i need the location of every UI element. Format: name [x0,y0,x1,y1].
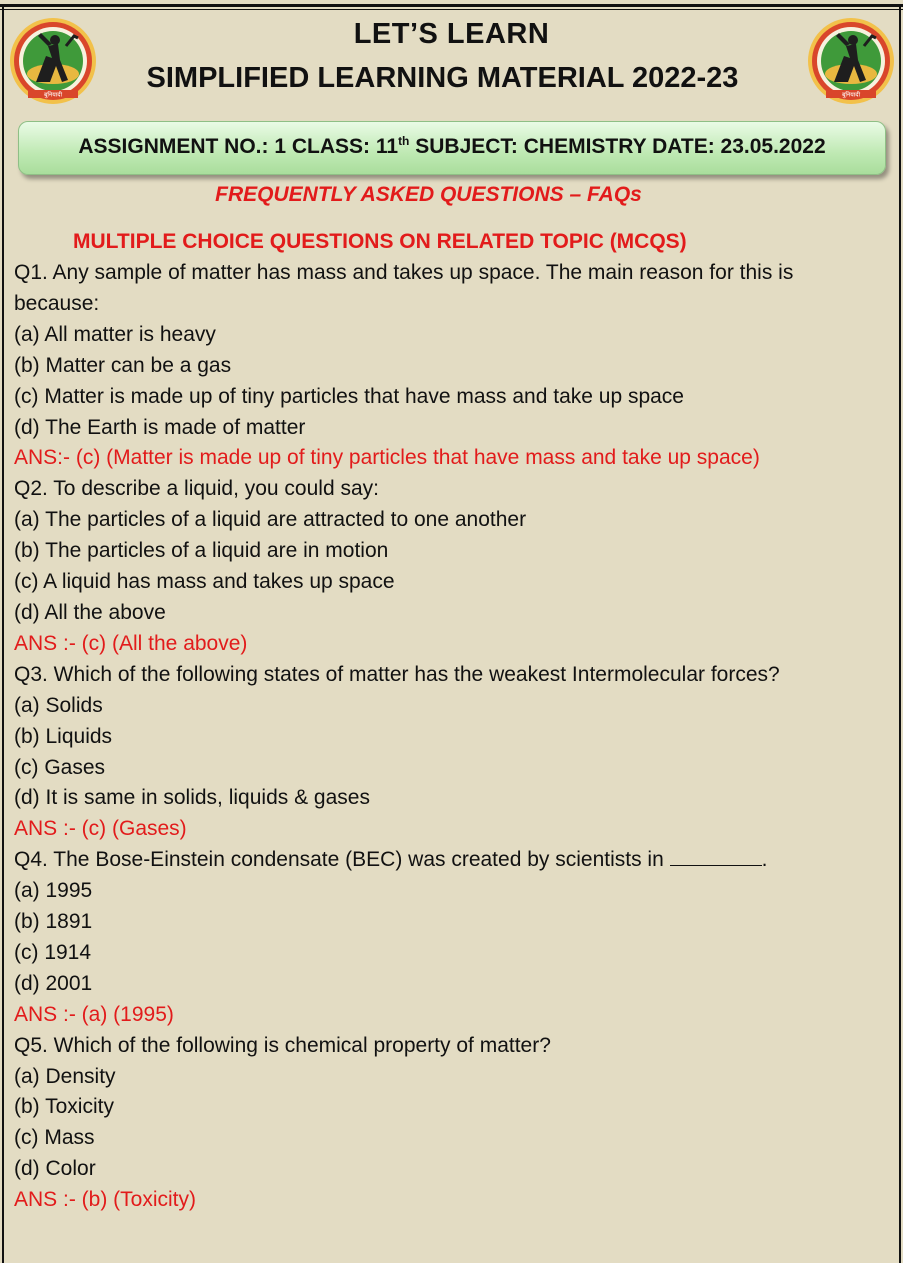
question-list [14,258,884,1216]
question-3: Q3. Which of the following states of matter has the weakest Intermolecular forces? [14,662,780,686]
faq-heading: FREQUENTLY ASKED QUESTIONS – FAQs [215,183,642,206]
q4-option-d: (d) 2001 [14,971,93,995]
q1-answer: ANS:- (c) (Matter is made up of tiny particles that have mass and take up space) [14,446,760,470]
q1-option-d: (d) The Earth is made of matter [14,415,306,439]
question-4 [14,845,884,876]
assignment-banner [18,121,886,175]
q3-option-c: (c) Gases [14,755,106,779]
q5-answer: ANS :- (b) (Toxicity) [14,1188,197,1212]
q3-option-b: (b) Liquids [14,724,113,748]
page-subtitle: SIMPLIFIED LEARNING MATERIAL 2022-23 [146,62,739,94]
q5-option-c: (c) Mass [14,1126,95,1150]
q2-option-b: (b) The particles of a liquid are in motion [14,539,389,563]
page-border-top-inner [0,9,903,10]
answer-blank [670,847,762,866]
class-suffix: th [398,134,410,148]
q1-option-b: (b) Matter can be a gas [14,353,232,377]
q4-option-c: (c) 1914 [14,940,92,964]
q3-answer: ANS :- (c) (Gases) [14,817,187,841]
assignment-rest: SUBJECT: CHEMISTRY DATE: 23.05.2022 [409,135,826,158]
q2-option-a: (a) The particles of a liquid are attracted to one another [14,508,527,532]
question-1: Q1. Any sample of matter has mass and takes up space. The main reason for this is because: [14,261,794,315]
q5-option-d: (d) Color [14,1157,96,1181]
question-4-end: . [761,848,768,872]
q1-option-a: (a) All matter is heavy [14,322,216,346]
question-4-text: Q4. The Bose-Einstein condensate (BEC) was created by scientists in [14,848,664,872]
mcq-heading: MULTIPLE CHOICE QUESTIONS ON RELATED TOPIC (MCQS) [73,230,687,253]
question-2: Q2. To describe a liquid, you could say: [14,477,379,501]
assignment-info [19,134,885,159]
logo-text-right: बुनियादी [841,91,861,99]
q2-option-d: (d) All the above [14,600,166,624]
q4-option-a: (a) 1995 [14,879,93,903]
q3-option-d: (d) It is same in solids, liquids & gases [14,786,370,810]
assignment-prefix: ASSIGNMENT NO.: 1 CLASS: 11 [78,135,399,158]
q5-option-b: (b) Toxicity [14,1095,114,1119]
q2-answer: ANS :- (c) (All the above) [14,631,248,655]
q4-answer: ANS :- (a) (1995) [14,1002,174,1026]
q4-option-b: (b) 1891 [14,910,93,934]
q2-option-c: (c) A liquid has mass and takes up space [14,570,395,594]
logo-text-left: बुनियादी [43,91,63,99]
question-5: Q5. Which of the following is chemical property of matter? [14,1033,551,1057]
q5-option-a: (a) Density [14,1064,116,1088]
q3-option-a: (a) Solids [14,693,103,717]
q1-option-c: (c) Matter is made up of tiny particles that have mass and take up space [14,384,684,408]
page-border-top [0,4,903,7]
page-border-right [899,7,901,1263]
page-title: LET’S LEARN [353,18,550,50]
